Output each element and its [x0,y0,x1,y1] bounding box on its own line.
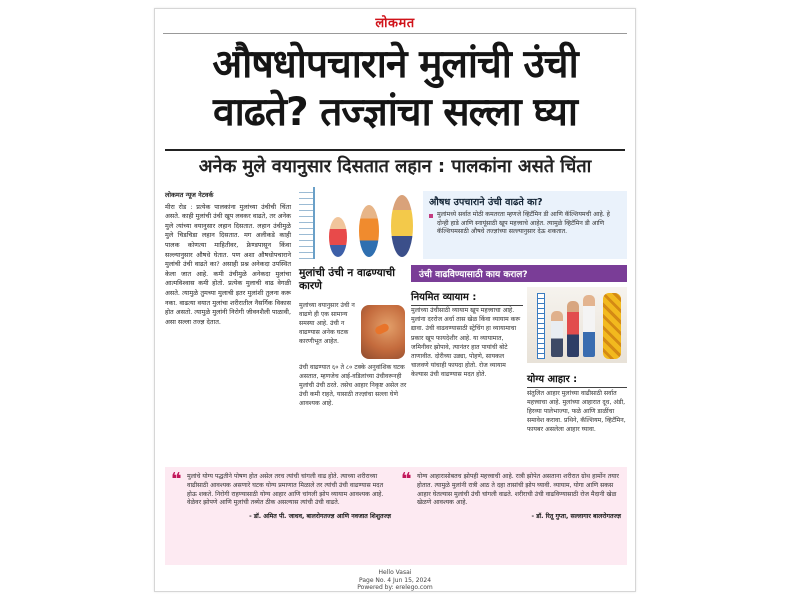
causes-text-1: मुलांच्या वयानुसार उंची न वाढणे ही एक सामान्य समस्या आहे. उंची न वाढण्यास अनेक घटक कारणीभूत आहेत. [299,302,355,345]
child-photo-icon [583,295,595,357]
quote-mark-icon: ❝ [401,469,412,490]
newspaper-page [154,8,636,592]
giraffe-chart-icon [603,293,621,359]
expert-quote [171,469,391,522]
info-box [423,191,627,259]
subheadline: अनेक मुले वयानुसार दिसतात लहान : पालकांना असते चिंता [165,149,625,178]
kids-height-chart-photo [527,287,627,363]
masthead-logo: लोकमत [375,16,415,31]
height-chart-icon [537,293,545,359]
byline: लोकमत न्यूज नेटवर्क [165,191,214,199]
quote-attribution: - डॉ. अमित पी. जाधव, बालरोगतज्ज्ञ आणि नवजात शिशुतज्ज्ञ [249,513,391,521]
quote-mark-icon: ❝ [171,469,182,490]
pill-hand-image [361,305,405,359]
info-box-text: मुलांमध्ये सर्वात मोठी कमतरता म्हणजे व्हिटॅमिन डी आणि कॅल्शियमची आहे. हे दोन्ही हाडे आणि स्नायूंसाठी खूप महत्त्वाचे आहेत. त्यामुळे व्हिटॅमिन डी आणि कॅल्शियमसाठी औषधे तज्ज्ञांच्या सल्ल्यानुसार देऊ शकतात. [423,211,627,237]
child-figure-icon [391,195,413,257]
child-photo-icon [551,311,563,357]
height-measure-illustration [299,187,421,263]
quote-text: मुलांचे योग्य पद्धतीने पोषण होत असेल तरच त्यांची चांगली वाढ होते. त्याच्या शरीराच्या वाढीसाठी आवश्यक असणारे घटक योग्य प्रमाणात मिळाले तर त्यांची उंची वाढण्यास मदत होऊ शकते. निरोगी राहण्यासाठी योग्य आहार आणि चांगली झोप व्यायाम आवश्यक आहे. वेळेवर झोपणे आणि मुलांची तब्येत ठीक असल्यास त्यांची उंची वाढते. [187,473,384,507]
article-body: मीरा रोड : प्रत्येक पालकांना मुलांच्या उंचीची चिंता असते. काही मुलांची उंची खूप लवकर वाढते, तर अनेक मुले त्यांच्या वयानुसार लहान दिसतात. लहान उंचीमुळे मुले चिडचिडा लहान दिसतात. मग अलीकडे काही पालक कोणत्या माहितीवर, फ्रेण्डपासून किंवा सल्ल्यानुसार औषधे घेतात. पण अशा औषधोपचाराने मुलांची उंची वाढते का? असाही प्रश्न अनेकदा उपस्थित केला जात आहे. कमी उंचीमुळे अनेकदा मुलांचा आत्मविश्वास कमी होतो. प्रत्येक मुलाची वाढ वेगळी असते. त्यामुळे तुमच्या मुलाची इतर मुलांशी तुलना करू नका. वाढत्या वयात मुलांचा शरीरातील नैसर्गिक विकास होत असतो. त्यामुळे मुलांनी निरोगी जीवनशैली पाळावी, असा सल्ला तज्ज्ञ देतात. [165,202,291,326]
page-footer [155,569,635,592]
child-photo-icon [567,301,579,357]
causes-text-2: उंची वाढण्यात ६० ते ८० टक्के अनुवांशिक घटक असतात, म्हणजेच आई-वडिलांच्या उंचीवरूनही मुलांची उंची ठरते. तसेच आहार निकृष्ट असेल तर उंची कमी राहते, यासाठी तज्ज्ञांचा सल्ला घेणे आवश्यक आहे. [299,364,407,407]
expert-quotes-panel [165,467,627,565]
causes-heading: मुलांची उंची न वाढण्याची कारणे [299,267,395,292]
child-figure-icon [329,217,347,257]
article-column [165,191,291,327]
child-figure-icon [359,205,379,257]
diet-heading: योग्य आहार : [527,371,627,388]
exercise-heading: नियमित व्यायाम : [411,289,523,306]
headline [167,41,623,137]
footer-page-date: Page No. 4 Jun 15, 2024 [358,576,432,584]
headline-line-2: वाढते? तज्ज्ञांचा सल्ला घ्या [213,90,577,135]
masthead-divider [163,33,627,34]
footer-powered-by: Powered by: erelego.com [357,584,433,592]
quote-attribution: - डॉ. रितू गुप्ता, सल्लागार बालरोगतज्ज्ञ [531,513,621,521]
section-banner: उंची वाढविण्यासाठी काय कराल? [411,265,627,282]
footer-edition: Hello Vasai [378,569,412,576]
exercise-text: मुलांच्या उंचीसाठी व्यायाम खूप महत्त्वाचा आहे. मुलांना दररोज अर्धा तास खेळ किंवा व्यायाम करू द्यावा. उंची वाढवण्यासाठी स्ट्रेचिंग हा व्यायामाचा प्रकार खूप फायदेशीर आहे. या व्यायामात, जमिनीवर झोपावे, त्यानंतर हात पायांची बोटे ताणावीत. दोरीच्या उड्या, पोहणे, सायकल चालवणे यांचाही फायदा होतो. रोज व्यायाम केल्यास उंची वाढण्यास मदत होते. [411,307,521,379]
diet-text: संतुलित आहार मुलांच्या वाढीसाठी सर्वात महत्त्वाचा आहे. मुलांच्या आहारात दूध, अंडी, हिरव्या पालेभाज्या, फळे आणि डाळींचा समावेश करावा. प्रथिने, कॅल्शियम, व्हिटॅमिन, फायबर असलेला आहार घ्यावा. [527,390,626,433]
headline-line-1: औषधोपचाराने मुलांची उंची [212,42,578,87]
quote-text: योग्य आहारासोबतच झोपही महत्त्वाची आहे. रात्री झोपेत असताना शरीरात ग्रोथ हार्मोन तयार होतात. त्यामुळे मुलांनी रात्री आठ ते दहा तासांची झोप घ्यावी. व्यायाम, योगा आणि सकस आहार घेतल्यास मुलांची उंची चांगली वाढते. शरीराची उंची वाढविण्यासाठी रोज मैदानी खेळ खेळणे आवश्यक आहे. [417,473,619,507]
info-box-title: औषध उपचाराने उंची वाढते का? [429,197,543,208]
expert-quote [401,469,621,522]
height-scale-icon [299,187,315,259]
